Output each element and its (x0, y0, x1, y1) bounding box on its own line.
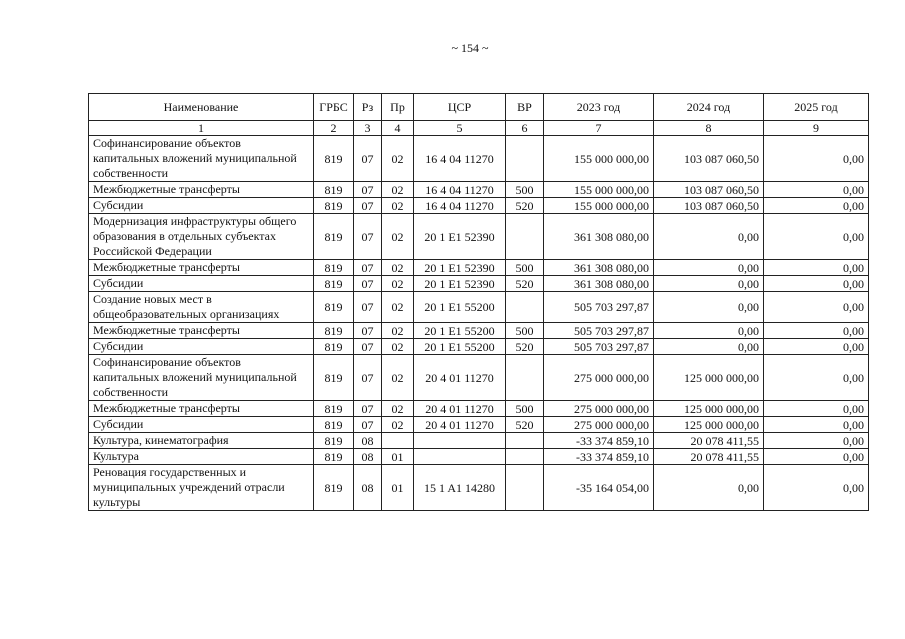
row-rz: 07 (354, 182, 382, 198)
table-row (89, 136, 869, 182)
table-body (89, 136, 869, 511)
row-rz: 08 (354, 433, 382, 449)
row-pr: 01 (382, 449, 414, 465)
row-vr (506, 136, 544, 182)
row-grbs: 819 (314, 449, 354, 465)
row-rz: 07 (354, 214, 382, 260)
row-2024: 103 087 060,50 (654, 182, 764, 198)
row-grbs: 819 (314, 323, 354, 339)
table-row (89, 449, 869, 465)
table-row (89, 401, 869, 417)
row-rz: 07 (354, 260, 382, 276)
row-2024: 103 087 060,50 (654, 198, 764, 214)
row-rz: 07 (354, 401, 382, 417)
row-grbs: 819 (314, 417, 354, 433)
column-number: 4 (382, 121, 414, 136)
page-number: ~ 154 ~ (451, 41, 489, 55)
row-pr: 02 (382, 339, 414, 355)
row-vr (506, 355, 544, 401)
row-2025: 0,00 (764, 260, 869, 276)
row-name: Культура (89, 449, 314, 465)
column-number-row (89, 121, 869, 136)
row-pr: 02 (382, 401, 414, 417)
row-vr: 520 (506, 198, 544, 214)
row-2023: 505 703 297,87 (544, 292, 654, 323)
row-2025: 0,00 (764, 449, 869, 465)
row-2024: 0,00 (654, 292, 764, 323)
row-2025: 0,00 (764, 355, 869, 401)
row-2024: 0,00 (654, 214, 764, 260)
row-name: Культура, кинематография (89, 433, 314, 449)
row-name: Межбюджетные трансферты (89, 260, 314, 276)
row-2023: 505 703 297,87 (544, 339, 654, 355)
row-vr: 520 (506, 276, 544, 292)
row-2025: 0,00 (764, 465, 869, 511)
row-2024: 0,00 (654, 339, 764, 355)
row-rz: 07 (354, 339, 382, 355)
table-row (89, 417, 869, 433)
row-2024: 0,00 (654, 276, 764, 292)
row-csr: 16 4 04 11270 (414, 198, 506, 214)
row-2025: 0,00 (764, 198, 869, 214)
row-grbs: 819 (314, 260, 354, 276)
row-2025: 0,00 (764, 292, 869, 323)
row-2024: 125 000 000,00 (654, 401, 764, 417)
row-2024: 0,00 (654, 260, 764, 276)
row-grbs: 819 (314, 292, 354, 323)
row-grbs: 819 (314, 198, 354, 214)
table-row (89, 182, 869, 198)
row-name: Модернизация инфраструктуры общего образования в отдельных субъектах Российской Федерации (89, 214, 314, 260)
column-number: 3 (354, 121, 382, 136)
row-name: Реновация государственных и муниципальных учреждений отрасли культуры (89, 465, 314, 511)
row-csr: 20 1 E1 52390 (414, 214, 506, 260)
row-2025: 0,00 (764, 433, 869, 449)
row-grbs: 819 (314, 401, 354, 417)
row-2024: 125 000 000,00 (654, 417, 764, 433)
row-name: Субсидии (89, 198, 314, 214)
column-number: 1 (89, 121, 314, 136)
row-csr: 20 1 E1 52390 (414, 260, 506, 276)
row-2023: 361 308 080,00 (544, 260, 654, 276)
row-2023: 361 308 080,00 (544, 214, 654, 260)
row-rz: 07 (354, 417, 382, 433)
row-grbs: 819 (314, 339, 354, 355)
row-2023: 155 000 000,00 (544, 198, 654, 214)
row-grbs: 819 (314, 276, 354, 292)
row-name: Субсидии (89, 339, 314, 355)
row-2025: 0,00 (764, 276, 869, 292)
row-grbs: 819 (314, 182, 354, 198)
row-2024: 20 078 411,55 (654, 433, 764, 449)
row-2024: 125 000 000,00 (654, 355, 764, 401)
row-pr: 02 (382, 323, 414, 339)
budget-table (88, 93, 869, 511)
row-rz: 07 (354, 136, 382, 182)
header-2023: 2023 год (544, 94, 654, 121)
row-vr (506, 465, 544, 511)
row-csr: 20 1 E1 55200 (414, 292, 506, 323)
row-csr: 16 4 04 11270 (414, 136, 506, 182)
row-2024: 0,00 (654, 323, 764, 339)
row-rz: 07 (354, 276, 382, 292)
row-2025: 0,00 (764, 339, 869, 355)
row-rz: 08 (354, 449, 382, 465)
row-name: Межбюджетные трансферты (89, 323, 314, 339)
row-vr (506, 214, 544, 260)
table-row (89, 465, 869, 511)
row-2025: 0,00 (764, 214, 869, 260)
table-row (89, 355, 869, 401)
row-rz: 08 (354, 465, 382, 511)
header-vr: ВР (506, 94, 544, 121)
column-number: 7 (544, 121, 654, 136)
row-rz: 07 (354, 292, 382, 323)
row-pr: 01 (382, 465, 414, 511)
table-row (89, 276, 869, 292)
row-vr (506, 292, 544, 323)
column-number: 2 (314, 121, 354, 136)
row-csr: 20 1 E1 52390 (414, 276, 506, 292)
row-vr: 520 (506, 417, 544, 433)
row-2025: 0,00 (764, 136, 869, 182)
header-row (89, 94, 869, 121)
row-pr (382, 433, 414, 449)
row-csr: 20 4 01 11270 (414, 401, 506, 417)
row-pr: 02 (382, 417, 414, 433)
row-grbs: 819 (314, 465, 354, 511)
row-grbs: 819 (314, 433, 354, 449)
table-row (89, 198, 869, 214)
table-row (89, 214, 869, 260)
row-vr: 500 (506, 401, 544, 417)
row-2023: -33 374 859,10 (544, 433, 654, 449)
row-name: Межбюджетные трансферты (89, 401, 314, 417)
row-pr: 02 (382, 136, 414, 182)
row-csr (414, 449, 506, 465)
row-vr: 520 (506, 339, 544, 355)
row-2023: -33 374 859,10 (544, 449, 654, 465)
column-number: 8 (654, 121, 764, 136)
row-pr: 02 (382, 214, 414, 260)
header-csr: ЦСР (414, 94, 506, 121)
row-2025: 0,00 (764, 182, 869, 198)
row-2024: 0,00 (654, 465, 764, 511)
row-pr: 02 (382, 182, 414, 198)
row-name: Межбюджетные трансферты (89, 182, 314, 198)
row-2023: 275 000 000,00 (544, 401, 654, 417)
row-csr: 20 4 01 11270 (414, 355, 506, 401)
row-2023: 155 000 000,00 (544, 182, 654, 198)
column-number: 6 (506, 121, 544, 136)
header-rz: Рз (354, 94, 382, 121)
row-csr: 20 4 01 11270 (414, 417, 506, 433)
row-vr: 500 (506, 182, 544, 198)
row-grbs: 819 (314, 355, 354, 401)
row-2023: 505 703 297,87 (544, 323, 654, 339)
row-vr: 500 (506, 260, 544, 276)
row-name: Субсидии (89, 417, 314, 433)
row-pr: 02 (382, 276, 414, 292)
row-2024: 20 078 411,55 (654, 449, 764, 465)
row-vr (506, 433, 544, 449)
row-2023: 361 308 080,00 (544, 276, 654, 292)
row-2025: 0,00 (764, 417, 869, 433)
row-name: Софинансирование объектов капитальных вложений муниципальной собственности (89, 136, 314, 182)
row-grbs: 819 (314, 136, 354, 182)
row-vr: 500 (506, 323, 544, 339)
row-pr: 02 (382, 260, 414, 276)
row-2023: 155 000 000,00 (544, 136, 654, 182)
row-pr: 02 (382, 198, 414, 214)
table-row (89, 323, 869, 339)
row-csr: 15 1 A1 14280 (414, 465, 506, 511)
row-2023: 275 000 000,00 (544, 417, 654, 433)
row-csr: 16 4 04 11270 (414, 182, 506, 198)
table-row (89, 260, 869, 276)
row-name: Субсидии (89, 276, 314, 292)
table-row (89, 292, 869, 323)
row-rz: 07 (354, 355, 382, 401)
row-pr: 02 (382, 355, 414, 401)
row-csr (414, 433, 506, 449)
row-csr: 20 1 E1 55200 (414, 323, 506, 339)
row-grbs: 819 (314, 214, 354, 260)
header-grbs: ГРБС (314, 94, 354, 121)
table-row (89, 339, 869, 355)
row-vr (506, 449, 544, 465)
table-row (89, 433, 869, 449)
row-rz: 07 (354, 198, 382, 214)
row-2025: 0,00 (764, 323, 869, 339)
row-2024: 103 087 060,50 (654, 136, 764, 182)
row-name: Софинансирование объектов капитальных вложений муниципальной собственности (89, 355, 314, 401)
header-2024: 2024 год (654, 94, 764, 121)
row-2025: 0,00 (764, 401, 869, 417)
header-2025: 2025 год (764, 94, 869, 121)
column-number: 9 (764, 121, 869, 136)
row-2023: -35 164 054,00 (544, 465, 654, 511)
row-name: Создание новых мест в общеобразовательных организациях (89, 292, 314, 323)
header-pr: Пр (382, 94, 414, 121)
row-pr: 02 (382, 292, 414, 323)
header-name: Наименование (89, 94, 314, 121)
row-2023: 275 000 000,00 (544, 355, 654, 401)
column-number: 5 (414, 121, 506, 136)
row-rz: 07 (354, 323, 382, 339)
row-csr: 20 1 E1 55200 (414, 339, 506, 355)
